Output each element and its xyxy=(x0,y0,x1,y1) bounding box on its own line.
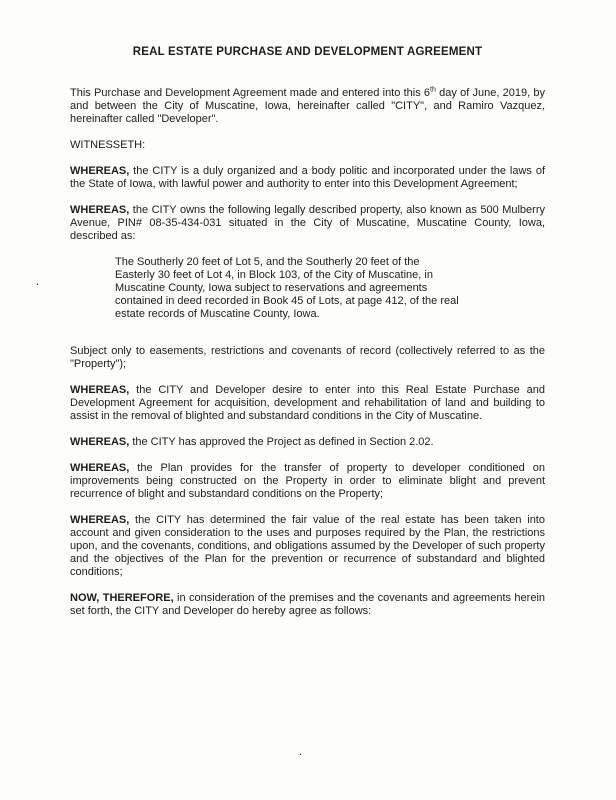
legal-description-line: Easterly 30 feet of Lot 4, in Block 103, of the City of Muscatine, in xyxy=(115,269,433,281)
now-therefore-clause xyxy=(70,592,545,618)
whereas-lead: WHEREAS, xyxy=(70,514,130,526)
subject-clause-text: Subject only to easements, restrictions and covenants of record (collectively referred to as the "Property"); xyxy=(70,345,545,370)
whereas-lead: WHEREAS, xyxy=(70,204,130,216)
legal-description-block xyxy=(115,256,545,321)
whereas-text: the CITY is a duly organized and a body politic and incorporated under the laws of the State of Iowa, with lawful power and authority to enter into this Development Agreement; xyxy=(70,165,545,190)
whereas-clause-2 xyxy=(70,204,545,243)
document-title: REAL ESTATE PURCHASE AND DEVELOPMENT AGREEMENT xyxy=(132,46,483,58)
whereas-text: the CITY owns the following legally described property, also known as 500 Mulberry Avenue, PIN# 08-35-434-031 situated in the City of Muscatine, Muscatine County, Iowa, described as: xyxy=(70,204,545,242)
whereas-clause-6 xyxy=(70,514,545,579)
scan-artifact-dot: . xyxy=(299,746,303,758)
scan-artifact-dot: . xyxy=(36,276,40,288)
witnesseth-heading: WITNESSETH: xyxy=(70,139,146,151)
whereas-lead: WHEREAS, xyxy=(70,165,130,177)
whereas-text: the CITY has approved the Project as defined in Section 2.02. xyxy=(129,436,434,448)
whereas-clause-5 xyxy=(70,462,545,501)
legal-description-line: Muscatine County, Iowa subject to reservations and agreements xyxy=(115,282,428,294)
subject-clause xyxy=(70,345,545,371)
whereas-text: the CITY has determined the fair value of the real estate has been taken into account and given consideration to the uses and purposes required by the Plan, the restrictions upon, and the covenants, conditions, and obligations assumed by the Developer of such property and the objectives of the Plan for the prevention or recurrence of substandard and blighted conditions; xyxy=(70,514,545,578)
whereas-text: the CITY and Developer desire to enter into this Real Estate Purchase and Development Agreement for acquisition, development and rehabilitation of land and building to assist in the removal of blighted and substandard conditions in the City of Muscatine. xyxy=(70,384,545,422)
whereas-lead: WHEREAS, xyxy=(70,384,130,396)
whereas-clause-4 xyxy=(70,436,545,449)
intro-text-post: day of June, 2019, by and between the City of Muscatine, Iowa, hereinafter called "CITY", and Ramiro Vazquez, hereinafter called "Developer". xyxy=(70,87,545,125)
whereas-text: the Plan provides for the transfer of property to developer conditioned on improvements being constructed on the Property in order to eliminate blight and prevent recurrence of blight and substandard conditions on the Property; xyxy=(70,462,545,500)
intro-text-pre: This Purchase and Development Agreement made and entered into this 6 xyxy=(70,87,431,99)
whereas-lead: WHEREAS, xyxy=(70,462,130,474)
legal-description-line: The Southerly 20 feet of Lot 5, and the Southerly 20 feet of the xyxy=(115,256,420,268)
now-therefore-lead: NOW, THEREFORE, xyxy=(70,592,174,604)
whereas-lead: WHEREAS, xyxy=(70,436,130,448)
ordinal-superscript: th xyxy=(430,86,436,94)
legal-description-line: estate records of Muscatine County, Iowa. xyxy=(115,308,320,320)
now-therefore-text: in consideration of the premises and the covenants and agreements herein set forth, the CITY and Developer do hereby agree as follows: xyxy=(70,592,545,617)
whereas-clause-1 xyxy=(70,165,545,191)
intro-paragraph xyxy=(70,87,545,126)
whereas-clause-3 xyxy=(70,384,545,423)
legal-description-line: contained in deed recorded in Book 45 of Lots, at page 412, of the real xyxy=(115,295,459,307)
